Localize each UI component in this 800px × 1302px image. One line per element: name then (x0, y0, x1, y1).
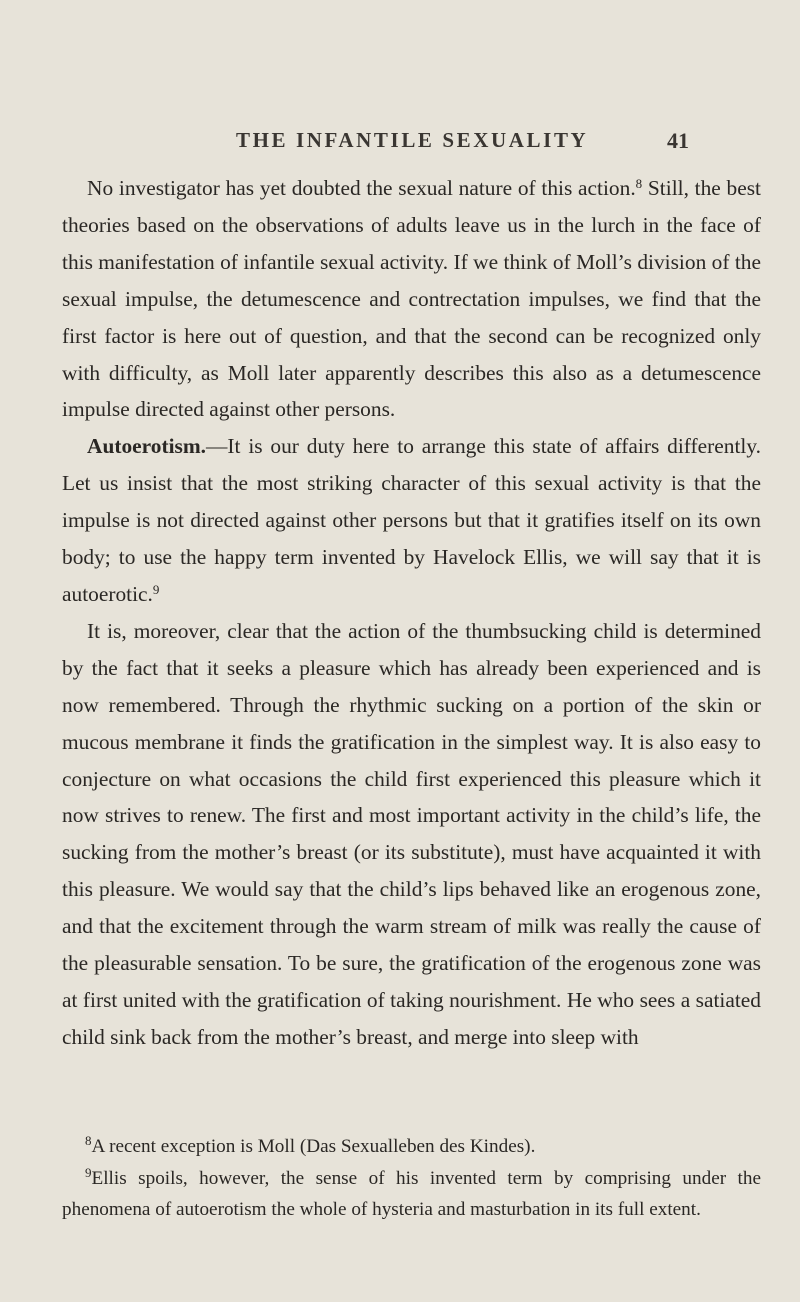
footnote-mark: 8 (85, 1133, 92, 1148)
running-head (0, 128, 800, 158)
body-text (62, 170, 761, 1056)
footnotes (62, 1131, 761, 1226)
footnote-text: A recent exception is Moll (Das Sexualleben des Kindes). (91, 1136, 536, 1157)
page-number: 41 (667, 128, 689, 153)
paragraph-1-text-b: Still, the best theories based on the observations of adults leave us in the lurch in the face of this manifestation of infantile sexual activity. If we think of Moll’s division of the sexual impulse, the detumescence and contrectation impulses, we find that the first factor is here out of question, and that the second can be recognized only with difficulty, as Moll later apparently describes this also as a detumescence impulse directed against other persons. (62, 176, 761, 422)
paragraph-1-text-a: No investigator has yet doubted the sexual nature of this action. (87, 176, 636, 200)
running-head-title: THE INFANTILE SEXUALITY (236, 128, 589, 152)
footnote-text: Ellis spoils, however, the sense of his invented term by comprising under the phenomena of autoerotism the whole of hysteria and masturbation in its full extent. (62, 1167, 761, 1220)
paragraph-2-text-a: —It is our duty here to arrange this state of affairs differently. Let us insist that the most striking character of this sexual activity is that the impulse is not directed against other persons but that it gratifies itself on its own body; to use the happy term invented by Havelock Ellis, we will say that it is autoerotic. (62, 434, 761, 606)
section-heading-autoerotism: Autoerotism. (87, 434, 207, 459)
footnote-ref-9: 9 (152, 581, 160, 597)
footnote-8 (62, 1131, 761, 1163)
footnote-ref-8: 8 (635, 176, 643, 191)
paragraph-3: It is, moreover, clear that the action of the thumbsucking child is determined by the fact that it seeks a pleasure which has already been experienced and is now remembered. Through the rhythmic sucking on a portion of the skin or mucous membrane it finds the gratification in the simplest way. It is also easy to conjecture on what occasions the child first experienced this pleasure which it now strives to renew. The first and most important activity in the child’s life, the sucking from the mother’s breast (or its substitute), must have acquainted it with this pleasure. We would say that the child’s lips behaved like an erogenous zone, and that the excitement through the warm stream of milk was really the cause of the pleasurable sensation. To be sure, the gratification of the erogenous zone was at first united with the gratification of taking nourishment. He who sees a satiated child sink back from the mother’s breast, and merge into sleep with (62, 618, 761, 1049)
footnote-9 (62, 1163, 761, 1226)
paragraph-2 (62, 428, 761, 613)
footnote-mark: 9 (85, 1164, 92, 1180)
paragraph-1 (62, 170, 761, 428)
